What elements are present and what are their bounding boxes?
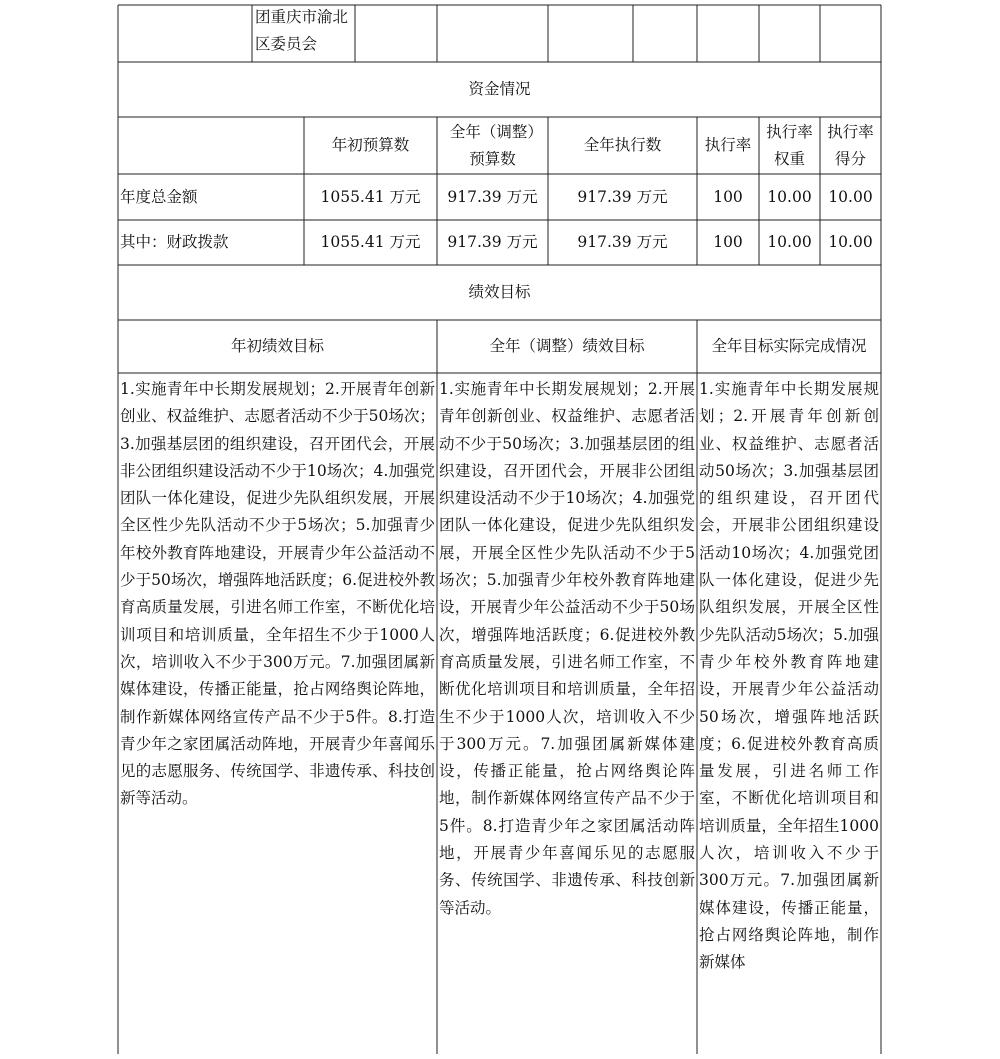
row-score: 10.00 <box>828 233 873 251</box>
header-initial-goal: 年初绩效目标 <box>230 337 324 355</box>
header-actual: 全年目标实际完成情况 <box>711 337 867 355</box>
header-adjusted-budget: 全年（调整）预算数 <box>449 122 536 168</box>
row-score: 10.00 <box>828 187 873 206</box>
row-executed: 917.39 万元 <box>577 233 668 251</box>
row-weight: 10.00 <box>767 233 812 251</box>
row-weight: 10.00 <box>767 187 812 206</box>
row-initial: 1055.41 万元 <box>320 233 421 251</box>
actual-completion-text: 1.实施青年中长期发展规划；2.开展青年创新创业、权益维护、志愿者活动50场次；3.加强基层团的组织建设，召开团代会，开展非公团组织建设活动10场次；4.加强党团队一体化建设，促进少先队组织发展，开展全区性少先队活动5场次；5.加强青少年校外教育阵地建设，开展青少年公益活动50场次，增强阵地活跃度；6.促进校外教育高质量发展，引进名师工作室，不断优化培训项目和培训质量，全年招生1000人次，培训收入不少于300万元。7.加强团属新媒体建设，传播正能量，抢占网络舆论阵地，制作新媒体 <box>699 380 879 972</box>
initial-goal-text: 1.实施青年中长期发展规划；2.开展青年创新创业、权益维护、志愿者活动不少于50场次；3.加强基层团的组织建设，召开团代会，开展非公团组织建设活动不少于10场次；4.加强党团队一体化建设，促进少先队组织发展，开展全区性少先队活动不少于5场次；5.加强青少年校外教育阵地建设，开展青少年公益活动不少于50场次，增强阵地活跃度；6.促进校外教育高质量发展，引进名师工作室，不断优化培训项目和培训质量，全年招生不少于1000人次，培训收入不少于300万元。7.加强团属新媒体建设，传播正能量，抢占网络舆论阵地，制作新媒体网络宣传产品不少于5件。8.打造青少年之家团属活动阵地，开展青少年喜闻乐见的志愿服务、传统国学、非遗传承、科技创新等活动。 <box>120 380 435 808</box>
header-rate: 执行率 <box>704 136 752 154</box>
funds-section-title: 资金情况 <box>468 80 531 98</box>
header-adjusted-goal: 全年（调整）绩效目标 <box>489 337 645 355</box>
row-label: 年度总金额 <box>120 187 198 206</box>
row-adjusted: 917.39 万元 <box>447 187 538 206</box>
row-adjusted: 917.39 万元 <box>447 233 538 251</box>
row-executed: 917.39 万元 <box>577 187 668 206</box>
row-label: 其中：财政拨款 <box>120 233 229 251</box>
row-rate: 100 <box>713 233 743 251</box>
header-rate-score: 执行率得分 <box>827 122 874 168</box>
row-initial: 1055.41 万元 <box>320 187 421 206</box>
header-initial-budget: 年初预算数 <box>331 136 410 154</box>
adjusted-goal-text: 1.实施青年中长期发展规划；2.开展青年创新创业、权益维护、志愿者活动不少于50场次；3.加强基层团的组织建设，召开团代会，开展非公团组织建设活动不少于10场次；4.加强党团队一体化建设，促进少先队组织发展，开展全区性少先队活动不少于5场次；5.加强青少年校外教育阵地建设，开展青少年公益活动不少于50场次，增强阵地活跃度；6.促进校外教育高质量发展，引进名师工作室，不断优化培训项目和培训质量，全年招生不少于1000人次，培训收入不少于300万元。7.加强团属新媒体建设，传播正能量，抢占网络舆论阵地，制作新媒体网络宣传产品不少于5件。8.打造青少年之家团属活动阵地，开展青少年喜闻乐见的志愿服务、传统国学、非遗传承、科技创新等活动。 <box>439 380 695 917</box>
header-rate-weight: 执行率权重 <box>766 122 813 168</box>
org-name: 团重庆市渝北区委员会 <box>255 8 349 53</box>
row-rate: 100 <box>713 187 743 206</box>
header-executed: 全年执行数 <box>583 136 662 154</box>
performance-section-title: 绩效目标 <box>468 283 531 301</box>
